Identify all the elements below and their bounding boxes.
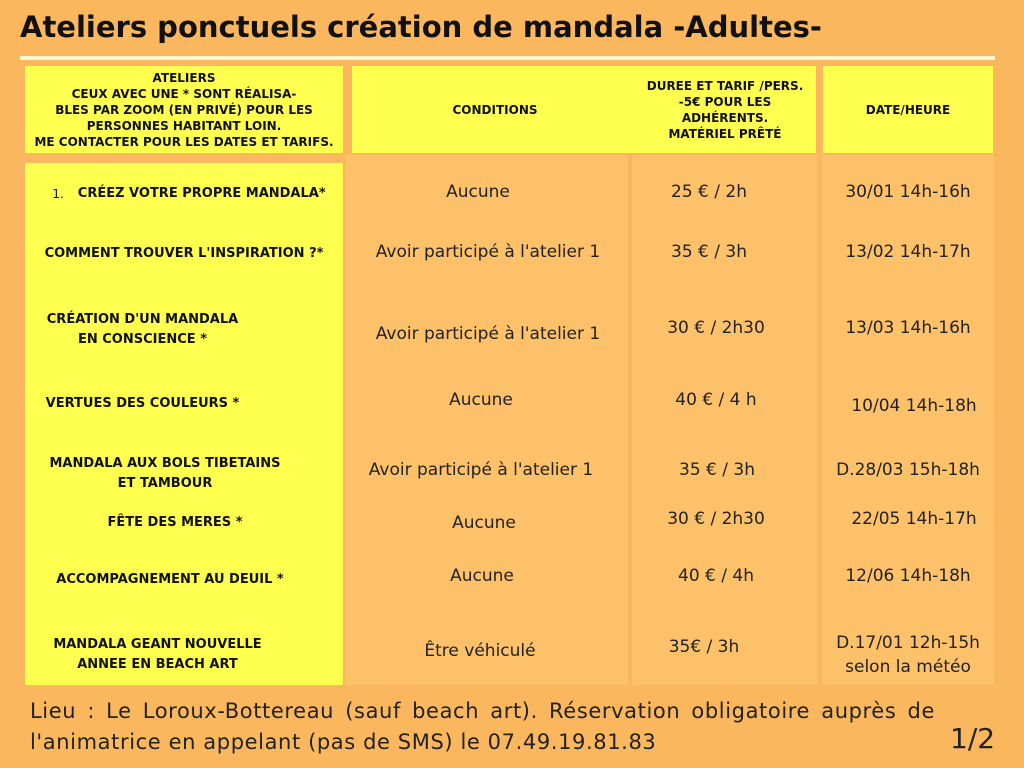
header-ateliers	[25, 66, 343, 153]
workshop-name	[25, 380, 260, 428]
tarif-cell: 35 € / 3h	[679, 460, 755, 480]
header-duree-tarif	[634, 66, 816, 153]
tarif-cell: 40 € / 4 h	[675, 390, 757, 410]
tarif-cell: 40 € / 4h	[678, 566, 754, 586]
header-conditions-text: CONDITIONS	[452, 102, 538, 117]
header-date-heure	[823, 66, 993, 153]
workshop-name	[25, 562, 315, 598]
date-cell: 10/04 14h-18h	[851, 396, 977, 416]
condition-cell: Aucune	[446, 182, 510, 202]
date-cell: 12/06 14h-18h	[845, 566, 971, 586]
workshop-name-text: CRÉEZ VOTRE PROPRE MANDALA*	[77, 186, 326, 201]
workshop-name-text: FÊTE DES MERES *	[107, 515, 243, 530]
condition-cell: Avoir participé à l'atelier 1	[375, 324, 601, 344]
title-underline	[20, 56, 995, 60]
workshop-name-text: MANDALA GEANT NOUVELLE ANNEE EN BEACH ART	[53, 637, 262, 672]
condition-cell: Aucune	[449, 390, 513, 410]
header-duree-tarif-text: DUREE ET TARIF /PERS. -5€ POUR LES ADHÉRENTS. MATÉRIEL PRÊTÉ	[646, 78, 804, 141]
workshop-name-text: VERTUES DES COULEURS *	[45, 396, 240, 411]
workshop-name	[25, 625, 290, 685]
workshop-name-text: MANDALA AUX BOLS TIBETAINS ET TAMBOUR	[49, 456, 281, 491]
workshop-name-text: COMMENT TROUVER L'INSPIRATION ?*	[44, 246, 324, 261]
list-number: 1.	[52, 187, 64, 201]
header-date-heure-text: DATE/HEURE	[865, 102, 951, 117]
page-title: Ateliers ponctuels création de mandala -Adultes-	[20, 10, 822, 44]
date-cell: 13/02 14h-17h	[845, 242, 971, 262]
workshop-name	[25, 300, 260, 360]
date-cell: D.28/03 15h-18h	[836, 460, 980, 480]
tarif-cell: 25 € / 2h	[671, 182, 747, 202]
condition-cell: Être véhiculé	[424, 641, 536, 661]
tarif-cell: 35€ / 3h	[668, 637, 740, 657]
date-cell: 13/03 14h-16h	[845, 318, 971, 338]
tarif-cell: 30 € / 2h30	[667, 509, 765, 529]
page-number: 1/2	[950, 722, 996, 755]
header-ateliers-text: ATELIERS CEUX AVEC UNE * SONT RÉALISA- BLES PAR ZOOM (EN PRIVÉ) POUR LES PERSONNES HABITANT LOIN. ME CONTACTER POUR LES DATES ET TARIFS.	[34, 70, 334, 149]
workshop-name	[25, 236, 343, 272]
condition-cell: Aucune	[452, 513, 516, 533]
condition-cell: Avoir participé à l'atelier 1	[375, 242, 601, 262]
header-conditions	[352, 66, 638, 153]
workshop-name	[30, 176, 348, 212]
date-cell: D.17/01 12h-15h selon la météo	[836, 633, 980, 677]
date-cell: 30/01 14h-16h	[845, 182, 971, 202]
tarif-cell: 35 € / 3h	[671, 242, 747, 262]
condition-cell: Avoir participé à l'atelier 1	[368, 460, 594, 480]
workshop-name	[30, 505, 320, 541]
workshop-name-text: ACCOMPAGNEMENT AU DEUIL *	[56, 572, 284, 587]
workshop-name-text: CRÉATION D'UN MANDALA EN CONSCIENCE *	[46, 312, 239, 347]
condition-cell: Aucune	[450, 566, 514, 586]
tarif-cell: 30 € / 2h30	[667, 318, 765, 338]
date-cell: 22/05 14h-17h	[851, 509, 977, 529]
footer-text: Lieu : Le Loroux-Bottereau (sauf beach art). Réservation obligatoire auprès de l'animatrice en appelant (pas de SMS) le 07.49.19.81.83	[30, 699, 935, 754]
workshop-name	[25, 448, 305, 500]
